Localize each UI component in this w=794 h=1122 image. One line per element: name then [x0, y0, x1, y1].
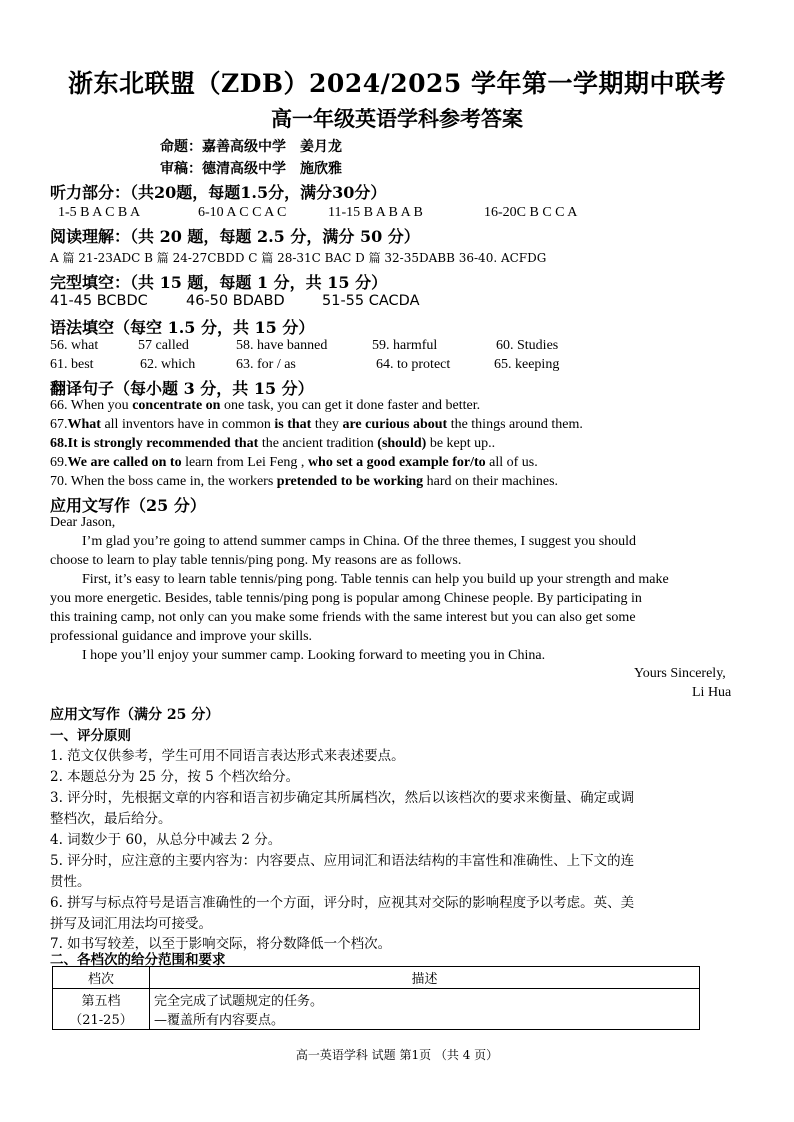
listening-answer: 11-15 B A B A B — [328, 205, 423, 220]
cloze-answer: 41-45 BCBDC — [50, 293, 148, 309]
table-cell-description: 完全完成了试题规定的任务。 —覆盖所有内容要点。 — [150, 989, 700, 1030]
grading-table — [52, 966, 700, 1030]
page-footer: 高一英语学科 试题 第1页 （共 4 页） — [295, 1048, 499, 1062]
rubric-rule: 拼写及词汇用法均可接受。 — [50, 916, 212, 932]
letter-paragraph-line: First, it’s easy to learn table tennis/ping pong. Table tennis can help you build up your strength and make — [82, 572, 669, 587]
grammar-heading: 语法填空（每空 1.5 分，共 15 分） — [50, 318, 315, 337]
letter-paragraph-line: I hope you’ll enjoy your summer camp. Looking forward to meeting you in China. — [82, 648, 546, 663]
table-header: 档次 — [53, 967, 150, 989]
grammar-answer: 59. harmful — [372, 338, 438, 353]
letter-paragraph-line: professional guidance and improve your skills. — [50, 629, 313, 644]
translation-70: 70. When the boss came in, the workers pretended to be working hard on their machines. — [50, 474, 559, 489]
reviewer-line: 审稿：德清高级中学 施欣雅 — [160, 161, 342, 177]
letter-salutation: Dear Jason, — [50, 515, 116, 530]
cloze-heading: 完型填空：（共 15 题，每题 1 分，共 15 分） — [50, 273, 388, 292]
rubric-rule: 3. 评分时，先根据文章的内容和语言初步确定其所属档次，然后以该档次的要求来衡量、确定或调 — [50, 790, 635, 806]
rubric-rule: 贯性。 — [50, 874, 91, 890]
writing-heading: 应用文写作（25 分） — [50, 496, 206, 515]
cloze-answer: 51-55 CACDA — [322, 293, 420, 309]
table-header-row — [53, 967, 700, 989]
listening-answer: 16-20C B C C A — [484, 205, 578, 220]
rubric-rule: 4. 词数少于 60，从总分中减去 2 分。 — [50, 832, 282, 848]
rubric-rule: 2. 本题总分为 25 分，按 5 个档次给分。 — [50, 769, 300, 785]
listening-answer: 6-10 A C C A C — [198, 205, 287, 220]
rubric-rule: 整档次，最后给分。 — [50, 811, 172, 827]
rubric-rule: 7. 如书写较差，以至于影响交际，将分数降低一个档次。 — [50, 936, 392, 952]
table-header: 描述 — [150, 967, 700, 989]
letter-paragraph-line: this training camp, not only can you make some friends with the same interest but you can also get some — [50, 610, 636, 625]
rubric-rule: 5. 评分时，应注意的主要内容为：内容要点、应用词汇和语法结构的丰富性和准确性、上下文的连 — [50, 853, 635, 869]
page-subtitle: 高一年级英语学科参考答案 — [271, 106, 523, 131]
translation-68: 68.It is strongly recommended that the ancient tradition (should) be kept up.. — [50, 436, 496, 451]
grammar-answer: 56. what — [50, 338, 99, 353]
letter-signature: Li Hua — [692, 685, 732, 700]
rubric-part2-heading: 二、各档次的给分范围和要求 — [50, 952, 226, 968]
translation-66: 66. When you concentrate on one task, you can get it done faster and better. — [50, 398, 481, 413]
grammar-answer: 65. keeping — [494, 357, 560, 372]
rubric-rule: 1. 范文仅供参考，学生可用不同语言表达形式来表述要点。 — [50, 748, 405, 764]
proposer-line: 命题：嘉善高级中学 姜月龙 — [160, 139, 342, 155]
reading-heading: 阅读理解：（共 20 题，每题 2.5 分，满分 50 分） — [50, 227, 420, 246]
translation-heading: 翻译句子（每小题 3 分，共 15 分） — [50, 379, 314, 398]
reading-answers: A 篇 21-23ADC B 篇 24-27CBDD C 篇 28-31C BAC D 篇 32-35DABB 36-40. ACFDG — [50, 251, 547, 265]
letter-paragraph-line: I’m glad you’re going to attend summer camps in China. Of the three themes, I suggest you should — [82, 534, 637, 549]
letter-paragraph-line: choose to learn to play table tennis/ping pong. My reasons are as follows. — [50, 553, 462, 568]
rubric-rule: 6. 拼写与标点符号是语言准确性的一个方面，评分时，应视其对交际的影响程度予以考虑。英、美 — [50, 895, 635, 911]
grammar-answer: 57 called — [138, 338, 189, 353]
cloze-answer: 46-50 BDABD — [186, 293, 285, 309]
grammar-answer: 61. best — [50, 357, 94, 372]
rubric-part1-heading: 一、评分原则 — [50, 728, 131, 744]
listening-heading: 听力部分：（共20题，每题1.5分，满分30分） — [50, 183, 387, 202]
table-cell-level: 第五档 （21-25） — [53, 989, 150, 1030]
grammar-answer: 63. for / as — [236, 357, 296, 372]
grammar-answer: 58. have banned — [236, 338, 328, 353]
translation-67: 67.What all inventors have in common is that they are curious about the things around them. — [50, 417, 583, 432]
page-title: 浙东北联盟（ZDB）2024/2025 学年第一学期期中联考 — [67, 69, 727, 98]
letter-closing: Yours Sincerely, — [634, 666, 726, 681]
rubric-heading: 应用文写作（满分 25 分） — [50, 707, 220, 723]
table-row — [53, 989, 700, 1030]
grammar-answer: 62. which — [140, 357, 196, 372]
grammar-answer: 60. Studies — [496, 338, 559, 353]
listening-answer: 1-5 B A C B A — [58, 205, 141, 220]
letter-paragraph-line: you more energetic. Besides, table tennis/ping pong is popular among Chinese people. By participating in — [50, 591, 642, 606]
translation-69: 69.We are called on to learn from Lei Feng , who set a good example for/to all of us. — [50, 455, 538, 470]
grammar-answer: 64. to protect — [376, 357, 451, 372]
